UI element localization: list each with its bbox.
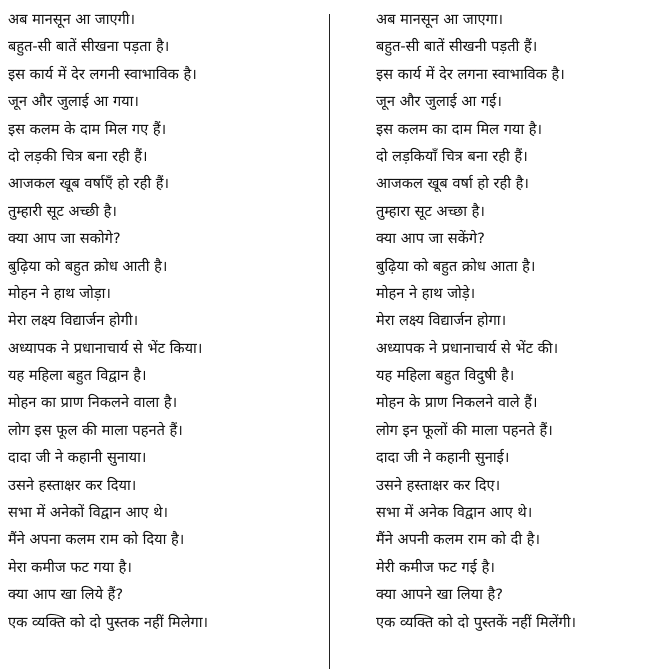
correct-sentence-1: अब मानसून आ जाएगा। bbox=[376, 11, 504, 28]
incorrect-sentence-14: यह महिला बहुत विद्वान है। bbox=[8, 367, 147, 385]
incorrect-sentence-12: मेरा लक्ष्य विद्यार्जन होगी। bbox=[8, 312, 139, 330]
incorrect-sentence-18: उसने हस्ताक्षर कर दिया। bbox=[8, 476, 137, 494]
incorrect-sentence-8: तुम्हारी सूट अच्छी है। bbox=[8, 202, 117, 220]
correct-sentence-3: इस कार्य में देर लगना स्वाभाविक है। bbox=[376, 65, 565, 83]
incorrect-sentence-23: एक व्यक्ति को दो पुस्तक नहीं मिलेगा। bbox=[8, 613, 209, 631]
correct-sentence-15: मोहन के प्राण निकलने वाले हैं। bbox=[376, 394, 538, 412]
correct-sentence-14: यह महिला बहुत विदुषी है। bbox=[376, 367, 515, 385]
correct-sentence-11: मोहन ने हाथ जोड़े। bbox=[376, 284, 476, 302]
incorrect-sentence-7: आजकल खूब वर्षाएँ हो रही हैं। bbox=[8, 175, 170, 193]
correct-sentence-17: दादा जी ने कहानी सुनाई। bbox=[376, 449, 510, 467]
correct-sentence-5: इस कलम का दाम मिल गया है। bbox=[376, 120, 543, 138]
incorrect-sentence-13: अध्यापक ने प्रधानाचार्य से भेंट किया। bbox=[8, 339, 203, 357]
correct-sentence-6: दो लड़कियाँ चित्र बना रही हैं। bbox=[376, 147, 528, 165]
incorrect-sentence-16: लोग इस फूल की माला पहनते हैं। bbox=[8, 421, 183, 439]
column-divider bbox=[329, 14, 330, 669]
incorrect-sentence-5: इस कलम के दाम मिल गए हैं। bbox=[8, 120, 167, 138]
incorrect-sentence-22: क्या आप खा लिये हैं? bbox=[8, 586, 124, 604]
incorrect-sentence-9: क्या आप जा सकोगे? bbox=[8, 230, 121, 248]
incorrect-sentence-4: जून और जुलाई आ गया। bbox=[8, 93, 139, 111]
incorrect-sentences-column bbox=[8, 6, 320, 636]
correct-sentences-column bbox=[376, 6, 664, 636]
correct-sentence-12: मेरा लक्ष्य विद्यार्जन होगा। bbox=[376, 312, 507, 330]
incorrect-sentence-20: मैंने अपना कलम राम को दिया है। bbox=[8, 531, 185, 549]
incorrect-sentence-2: बहुत-सी बातें सीखना पड़ता है। bbox=[8, 38, 170, 56]
correct-sentence-9: क्या आप जा सकेंगे? bbox=[376, 230, 485, 248]
correct-sentence-2: बहुत-सी बातें सीखनी पड़ती हैं। bbox=[376, 38, 538, 56]
correct-sentence-20: मैंने अपनी कलम राम को दी है। bbox=[376, 531, 541, 549]
correct-sentence-21: मेरी कमीज फट गई है। bbox=[376, 558, 495, 576]
incorrect-sentence-6: दो लड़की चित्र बना रही हैं। bbox=[8, 147, 148, 165]
incorrect-sentence-1: अब मानसून आ जाएगी। bbox=[8, 11, 136, 28]
correct-sentence-4: जून और जुलाई आ गई। bbox=[376, 93, 502, 111]
correct-sentence-19: सभा में अनेक विद्वान आए थे। bbox=[376, 504, 533, 522]
correct-sentence-7: आजकल खूब वर्षा हो रही है। bbox=[376, 175, 529, 193]
incorrect-sentence-19: सभा में अनेकों विद्वान आए थे। bbox=[8, 504, 169, 522]
correct-sentence-18: उसने हस्ताक्षर कर दिए। bbox=[376, 476, 501, 494]
incorrect-sentence-17: दादा जी ने कहानी सुनाया। bbox=[8, 449, 147, 467]
correct-sentence-16: लोग इन फूलों की माला पहनते हैं। bbox=[376, 421, 553, 439]
correct-sentence-22: क्या आपने खा लिया है? bbox=[376, 586, 504, 604]
incorrect-sentence-15: मोहन का प्राण निकलने वाला है। bbox=[8, 394, 178, 412]
correct-sentence-23: एक व्यक्ति को दो पुस्तकें नहीं मिलेंगी। bbox=[376, 613, 577, 631]
incorrect-sentence-21: मेरा कमीज फट गया है। bbox=[8, 558, 132, 576]
correct-sentence-8: तुम्हारा सूट अच्छा है। bbox=[376, 202, 485, 220]
incorrect-sentence-11: मोहन ने हाथ जोड़ा। bbox=[8, 284, 111, 302]
correct-sentence-10: बुढ़िया को बहुत क्रोध आता है। bbox=[376, 257, 536, 275]
incorrect-sentence-10: बुढ़िया को बहुत क्रोध आती है। bbox=[8, 257, 168, 275]
incorrect-sentence-3: इस कार्य में देर लगनी स्वाभाविक है। bbox=[8, 65, 197, 83]
correct-sentence-13: अध्यापक ने प्रधानाचार्य से भेंट की। bbox=[376, 339, 559, 357]
